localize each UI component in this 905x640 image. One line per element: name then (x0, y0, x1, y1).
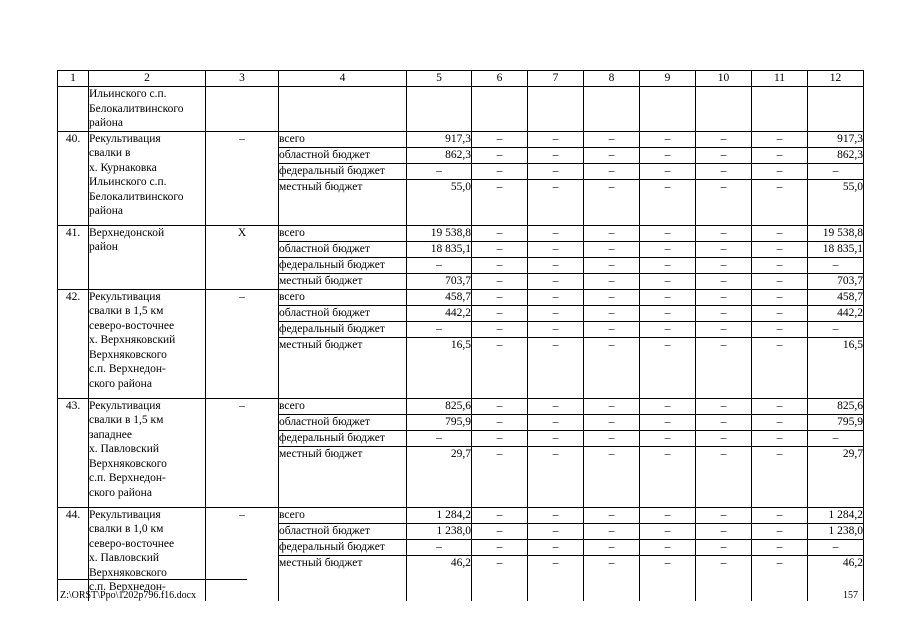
amount-cell: – (752, 337, 808, 398)
row-number: 44. (58, 507, 89, 601)
amount-cell: – (472, 289, 528, 305)
amount-cell: – (584, 507, 640, 523)
amount-cell: – (472, 507, 528, 523)
funding-source: областной бюджет (279, 414, 407, 430)
amount-cell: – (472, 321, 528, 337)
amount-cell: – (528, 539, 584, 555)
amount-cell: – (808, 321, 864, 337)
amount-cell: 795,9 (808, 414, 864, 430)
column-header: 6 (472, 71, 528, 87)
amount-cell: – (472, 273, 528, 289)
amount-cell: 442,2 (407, 305, 472, 321)
amount-cell: – (528, 241, 584, 257)
amount-cell: – (640, 321, 696, 337)
funding-source: всего (279, 131, 407, 147)
amount-cell: – (528, 257, 584, 273)
funding-source: всего (279, 398, 407, 414)
amount-cell: – (407, 257, 472, 273)
amount-cell: – (584, 163, 640, 179)
table-row (58, 131, 864, 147)
amount-cell: – (752, 289, 808, 305)
amount-cell: – (528, 179, 584, 225)
amount-cell: – (752, 507, 808, 523)
amount-cell: 458,7 (808, 289, 864, 305)
amount-cell: 1 238,0 (808, 523, 864, 539)
amount-cell: – (584, 414, 640, 430)
period-mark: – (206, 289, 279, 398)
column-header: 9 (640, 71, 696, 87)
amount-cell: – (640, 523, 696, 539)
amount-cell: – (472, 305, 528, 321)
amount-cell: – (640, 446, 696, 507)
amount-cell: – (472, 147, 528, 163)
amount-cell: – (752, 321, 808, 337)
funding-source: областной бюджет (279, 305, 407, 321)
funding-source: местный бюджет (279, 273, 407, 289)
amount-cell: – (696, 241, 752, 257)
amount-cell: – (696, 225, 752, 241)
amount-cell: – (752, 555, 808, 601)
amount-cell: – (584, 257, 640, 273)
amount-cell: – (472, 539, 528, 555)
amount-cell: – (584, 555, 640, 601)
amount-cell: – (752, 446, 808, 507)
amount-cell: – (407, 163, 472, 179)
continuation-name: Ильинского с.п. Белокалитвинского района (89, 87, 206, 132)
amount-cell: – (472, 523, 528, 539)
amount-cell: 1 238,0 (407, 523, 472, 539)
amount-cell: – (640, 430, 696, 446)
amount-cell: – (696, 321, 752, 337)
amount-cell: 917,3 (808, 131, 864, 147)
amount-cell: 825,6 (808, 398, 864, 414)
amount-cell: – (696, 523, 752, 539)
amount-cell: – (407, 321, 472, 337)
amount-cell: – (528, 305, 584, 321)
amount-cell: – (752, 257, 808, 273)
amount-cell: – (640, 289, 696, 305)
column-header: 1 (58, 71, 89, 87)
amount-cell: – (528, 147, 584, 163)
amount-cell: – (696, 414, 752, 430)
amount-cell: – (472, 337, 528, 398)
amount-cell: – (640, 163, 696, 179)
amount-cell: 917,3 (407, 131, 472, 147)
funding-source: федеральный бюджет (279, 321, 407, 337)
funding-source: областной бюджет (279, 147, 407, 163)
measure-name: Рекультивация свалки в х. Курнаковка Ильинского с.п. Белокалитвинского района (89, 131, 206, 225)
amount-cell: – (808, 163, 864, 179)
amount-cell: – (752, 163, 808, 179)
table-row (58, 289, 864, 305)
amount-cell: – (528, 289, 584, 305)
amount-cell: 19 538,8 (808, 225, 864, 241)
funding-source: местный бюджет (279, 179, 407, 225)
amount-cell: – (584, 131, 640, 147)
amount-cell: – (407, 539, 472, 555)
amount-cell: – (696, 337, 752, 398)
table-row (58, 398, 864, 414)
amount-cell: – (584, 241, 640, 257)
amount-cell: – (584, 398, 640, 414)
funding-source: всего (279, 289, 407, 305)
amount-cell: – (696, 430, 752, 446)
amount-cell: – (584, 523, 640, 539)
amount-cell: – (584, 179, 640, 225)
continuation-row (58, 87, 864, 132)
row-number: 43. (58, 398, 89, 507)
amount-cell: 55,0 (407, 179, 472, 225)
amount-cell: – (584, 225, 640, 241)
amount-cell: – (640, 305, 696, 321)
amount-cell: – (640, 555, 696, 601)
amount-cell: – (696, 507, 752, 523)
funding-source: федеральный бюджет (279, 257, 407, 273)
amount-cell: – (584, 539, 640, 555)
amount-cell: – (752, 131, 808, 147)
column-header: 11 (752, 71, 808, 87)
amount-cell: – (752, 305, 808, 321)
amount-cell: – (640, 539, 696, 555)
amount-cell: 16,5 (407, 337, 472, 398)
funding-source: местный бюджет (279, 337, 407, 398)
amount-cell: – (472, 414, 528, 430)
funding-source: федеральный бюджет (279, 163, 407, 179)
row-number: 41. (58, 225, 89, 289)
footer-file-path: Z:\ORST\Ppo\1202p796.f16.docx (60, 590, 197, 601)
funding-source: федеральный бюджет (279, 539, 407, 555)
row-number: 40. (58, 131, 89, 225)
amount-cell: – (528, 131, 584, 147)
amount-cell: – (752, 430, 808, 446)
amount-cell: – (640, 273, 696, 289)
measure-name: Верхнедонской район (89, 225, 206, 289)
amount-cell: – (528, 507, 584, 523)
amount-cell: – (640, 337, 696, 398)
measure-name: Рекультивация свалки в 1,5 км северо-восточнее х. Верхняковский Верхняковского с.п. Верхнедон- ского района (89, 289, 206, 398)
amount-cell: – (472, 257, 528, 273)
amount-cell: – (472, 446, 528, 507)
column-header: 4 (279, 71, 407, 87)
measure-name: Рекультивация свалки в 1,5 км западнее х. Павловский Верхняковского с.п. Верхнедон- ского района (89, 398, 206, 507)
amount-cell: – (808, 430, 864, 446)
amount-cell: – (584, 430, 640, 446)
amount-cell: – (528, 163, 584, 179)
amount-cell: 55,0 (808, 179, 864, 225)
amount-cell: – (696, 257, 752, 273)
period-mark: – (206, 398, 279, 507)
amount-cell: 29,7 (808, 446, 864, 507)
amount-cell: – (752, 225, 808, 241)
amount-cell: – (640, 131, 696, 147)
amount-cell: 29,7 (407, 446, 472, 507)
amount-cell: – (528, 430, 584, 446)
amount-cell: – (528, 414, 584, 430)
amount-cell: – (472, 131, 528, 147)
amount-cell: – (752, 414, 808, 430)
amount-cell: – (696, 273, 752, 289)
amount-cell: – (528, 321, 584, 337)
amount-cell: 46,2 (407, 555, 472, 601)
amount-cell: – (640, 179, 696, 225)
amount-cell: – (528, 446, 584, 507)
amount-cell: – (472, 398, 528, 414)
column-header: 5 (407, 71, 472, 87)
amount-cell: – (472, 555, 528, 601)
amount-cell: 46,2 (808, 555, 864, 601)
amount-cell: – (752, 523, 808, 539)
column-header: 2 (89, 71, 206, 87)
amount-cell: – (752, 147, 808, 163)
footer-page-number: 157 (843, 590, 858, 601)
amount-cell: – (808, 539, 864, 555)
column-header: 10 (696, 71, 752, 87)
amount-cell: – (584, 273, 640, 289)
amount-cell: – (696, 179, 752, 225)
amount-cell: – (752, 539, 808, 555)
amount-cell: – (584, 305, 640, 321)
amount-cell: – (696, 305, 752, 321)
amount-cell: – (696, 555, 752, 601)
amount-cell: – (472, 430, 528, 446)
amount-cell: – (528, 555, 584, 601)
amount-cell: 19 538,8 (407, 225, 472, 241)
amount-cell: 1 284,2 (407, 507, 472, 523)
amount-cell: – (696, 131, 752, 147)
amount-cell: – (752, 179, 808, 225)
amount-cell: – (528, 337, 584, 398)
amount-cell: – (584, 321, 640, 337)
amount-cell: 703,7 (407, 273, 472, 289)
measure-name: Рекультивация свалки в 1,0 км северо-восточнее х. Павловский Верхняковского с.п. Верхнедон- (89, 507, 206, 601)
amount-cell: – (640, 225, 696, 241)
amount-cell: – (640, 257, 696, 273)
period-mark: – (206, 507, 279, 601)
amount-cell: – (528, 225, 584, 241)
amount-cell: 795,9 (407, 414, 472, 430)
amount-cell: – (696, 539, 752, 555)
amount-cell: – (640, 414, 696, 430)
amount-cell: – (584, 147, 640, 163)
period-mark: Х (206, 225, 279, 289)
amount-cell: – (752, 398, 808, 414)
amount-cell: – (696, 147, 752, 163)
amount-cell: 862,3 (808, 147, 864, 163)
amount-cell: – (696, 398, 752, 414)
amount-cell: 1 284,2 (808, 507, 864, 523)
amount-cell: – (528, 398, 584, 414)
funding-source: всего (279, 507, 407, 523)
amount-cell: – (640, 241, 696, 257)
amount-cell: 442,2 (808, 305, 864, 321)
amount-cell: 18 835,1 (808, 241, 864, 257)
amount-cell: 862,3 (407, 147, 472, 163)
funding-source: областной бюджет (279, 241, 407, 257)
column-header: 8 (584, 71, 640, 87)
column-header: 3 (206, 71, 279, 87)
amount-cell: – (528, 273, 584, 289)
funding-source: местный бюджет (279, 555, 407, 601)
amount-cell: – (584, 446, 640, 507)
period-mark: – (206, 131, 279, 225)
amount-cell: – (640, 147, 696, 163)
amount-cell: – (584, 289, 640, 305)
amount-cell: – (407, 430, 472, 446)
table-row (58, 225, 864, 241)
amount-cell: – (640, 507, 696, 523)
row-number: 42. (58, 289, 89, 398)
amount-cell: 18 835,1 (407, 241, 472, 257)
funding-source: всего (279, 225, 407, 241)
amount-cell: 458,7 (407, 289, 472, 305)
budget-table (57, 70, 864, 601)
funding-source: местный бюджет (279, 446, 407, 507)
column-header: 12 (808, 71, 864, 87)
amount-cell: – (472, 179, 528, 225)
amount-cell: – (528, 523, 584, 539)
amount-cell: – (472, 163, 528, 179)
amount-cell: – (696, 446, 752, 507)
amount-cell: 16,5 (808, 337, 864, 398)
header-row (58, 71, 864, 87)
table-row (58, 507, 864, 523)
amount-cell: – (752, 241, 808, 257)
amount-cell: – (584, 337, 640, 398)
amount-cell: – (808, 257, 864, 273)
amount-cell: – (472, 241, 528, 257)
table-bottom-rule (57, 579, 247, 580)
amount-cell: 703,7 (808, 273, 864, 289)
column-header: 7 (528, 71, 584, 87)
amount-cell: 825,6 (407, 398, 472, 414)
funding-source: областной бюджет (279, 523, 407, 539)
amount-cell: – (752, 273, 808, 289)
amount-cell: – (640, 398, 696, 414)
amount-cell: – (696, 163, 752, 179)
funding-source: федеральный бюджет (279, 430, 407, 446)
amount-cell: – (696, 289, 752, 305)
amount-cell: – (472, 225, 528, 241)
